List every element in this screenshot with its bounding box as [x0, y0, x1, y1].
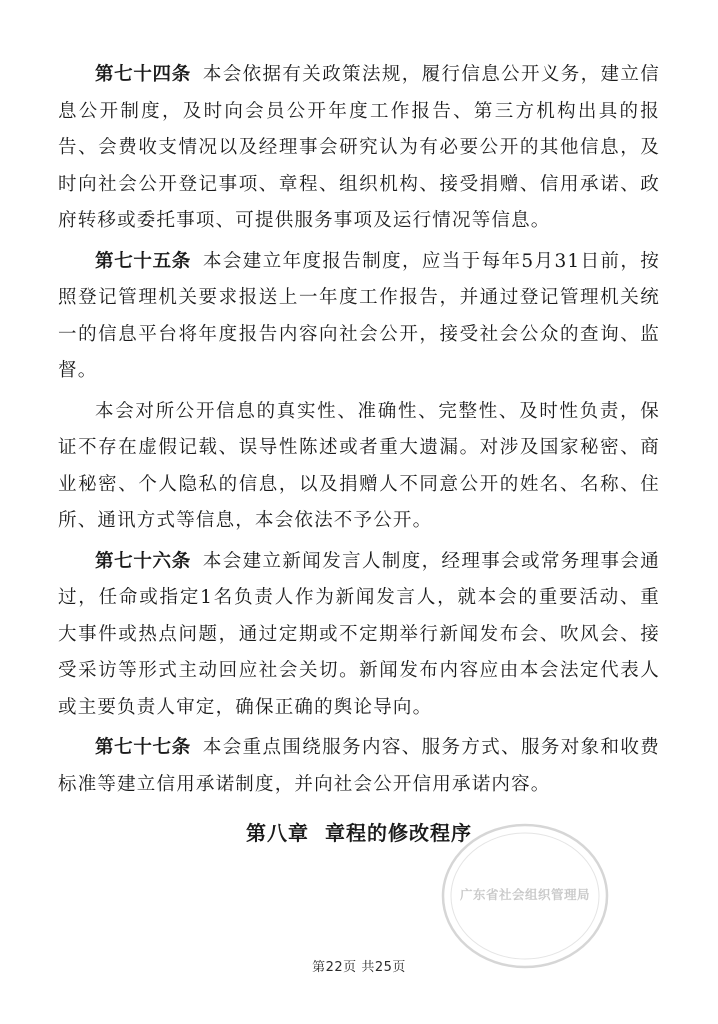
- article-75: [58, 244, 660, 390]
- article-title: 第七十四条: [95, 64, 191, 85]
- article-text: 本会依据有关政策法规，履行信息公开义务，建立信息公开制度，及时向会员公开年度工作报告、第三方机构出具的报告、会费收支情况以及经理事会研究认为有必要公开的其他信息，及时向社会公开登记事项、章程、组织机构、接受捐赠、信用承诺、政府转移或委托事项、可提供服务事项及运行情况等信息。: [58, 64, 660, 231]
- article-list: [58, 57, 660, 807]
- official-seal: [440, 822, 610, 970]
- article-title: 第七十七条: [95, 737, 191, 758]
- article-text: 本会重点围绕服务内容、服务方式、服务对象和收费标准等建立信用承诺制度，并向社会公开信用承诺内容。: [58, 737, 660, 795]
- article-77: [58, 730, 660, 803]
- article-title: 第七十五条: [95, 250, 191, 272]
- article-76: [58, 544, 660, 727]
- article-title: 第七十六条: [95, 550, 191, 572]
- seal-text: 广东省社会组织管理局: [459, 887, 590, 902]
- article-74: [58, 57, 660, 240]
- article-75-paragraph-2: [58, 394, 660, 540]
- article-text: 本会建立年度报告制度，应当于每年5月31日前，按照登记管理机关要求报送上一年度工作报告，并通过登记管理机关统一的信息平台将年度报告内容向社会公开，接受社会公众的查询、监督。: [58, 250, 660, 381]
- article-text: 本会建立新闻发言人制度，经理事会或常务理事会通过，任命或指定1名负责人作为新闻发言人，就本会的重要活动、重大事件或热点问题，通过定期或不定期举行新闻发布会、吹风会、接受采访等形式主动回应社会关切。新闻发布内容应由本会法定代表人或主要负责人审定，确保正确的舆论导向。: [58, 550, 660, 718]
- chapter-heading: 第八章 章程的修改程序: [246, 821, 472, 845]
- page-number: 第22页 共25页: [312, 960, 406, 975]
- article-text: 本会对所公开信息的真实性、准确性、完整性、及时性负责，保证不存在虚假记载、误导性陈述或者重大遗漏。对涉及国家秘密、商业秘密、个人隐私的信息，以及捐赠人不同意公开的姓名、名称、住所、通讯方式等信息，本会依法不予公开。: [58, 400, 660, 531]
